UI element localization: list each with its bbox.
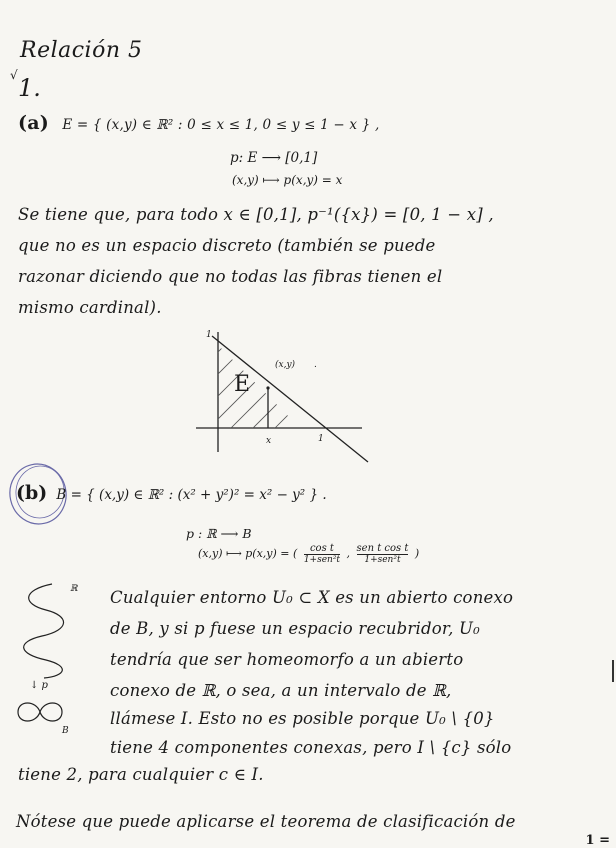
- scan-edge-mark: [612, 660, 614, 682]
- part-b-text-line-1: Cualquier entorno U₀ ⊂ X es un abierto conexo: [110, 588, 514, 607]
- fraction-1: cos t 1+sen²t: [303, 543, 341, 565]
- part-b-map-line-2: (x,y) ⟼ p(x,y) = ( cos t 1+sen²t , sen t cos t 1+sen²t ): [198, 543, 420, 565]
- fraction-2: sen t cos t 1+sen²t: [356, 543, 409, 565]
- part-a-text-line-3: razonar diciendo que no todas las fibras tienen el: [18, 267, 443, 286]
- helix-sketch: [24, 584, 64, 678]
- part-b-text-line-5: llámese I. Esto no es posible porque U₀ \ {0}: [110, 709, 495, 728]
- part-b-map-line-1: p : ℝ ⟶ B: [186, 526, 252, 541]
- map-prefix: (x,y) ⟼ p(x,y) = (: [198, 547, 298, 560]
- part-a-map-line-2: (x,y) ⟼ p(x,y) = x: [232, 173, 343, 187]
- part-b-text-line-6: tiene 4 componentes conexas, pero I \ {c} sólo: [110, 738, 512, 757]
- part-b-label: (b): [16, 482, 48, 504]
- part-a-text-line-2: que no es un espacio discreto (también se puede: [18, 236, 436, 255]
- exercise-number: 1.: [18, 74, 41, 102]
- y-tick-label: 1: [206, 330, 212, 340]
- region-label: E: [234, 372, 251, 397]
- footer-text-line: Nótese que puede aplicarse el teorema de clasificación de: [16, 812, 516, 831]
- point-label: (x,y): [275, 360, 296, 370]
- margin-arrow: ↓ p: [30, 680, 48, 691]
- part-b-text-line-4: conexo de ℝ, o sea, a un intervalo de ℝ,: [110, 681, 452, 700]
- corner-mark: 1 =: [585, 833, 610, 848]
- margin-B-label: B: [62, 726, 69, 736]
- part-b-text-line-7: tiene 2, para cualquier c ∈ I.: [18, 765, 264, 784]
- part-a-set-definition: E = { (x,y) ∈ ℝ² : 0 ≤ x ≤ 1, 0 ≤ y ≤ 1 − x } ,: [62, 117, 380, 133]
- part-a-text-line-4: mismo cardinal).: [18, 298, 162, 317]
- check-mark: √: [10, 68, 18, 82]
- x-one-tick-label: 1: [318, 434, 324, 444]
- x-tick-label: x: [266, 436, 272, 446]
- part-a-text-line-1: Se tiene que, para todo x ∈ [0,1], p⁻¹({x}) = [0, 1 − x] ,: [18, 205, 494, 224]
- lemniscate-sketch: [18, 703, 62, 721]
- map-suffix: ): [414, 547, 420, 560]
- part-b-set-definition: B = { (x,y) ∈ ℝ² : (x² + y²)² = x² − y² } .: [56, 487, 327, 503]
- part-a-label: (a): [18, 112, 49, 134]
- part-a-map-line-1: p: E ⟶ [0,1]: [230, 150, 318, 166]
- page-title: Relación 5: [20, 38, 143, 63]
- part-b-text-line-3: tendría que ser homeomorfo a un abierto: [110, 650, 464, 669]
- point-label-dot: .: [314, 360, 317, 370]
- margin-R-label: ℝ: [70, 584, 78, 594]
- part-b-text-line-2: de B, y si p fuese un espacio recubridor, U₀: [110, 619, 480, 638]
